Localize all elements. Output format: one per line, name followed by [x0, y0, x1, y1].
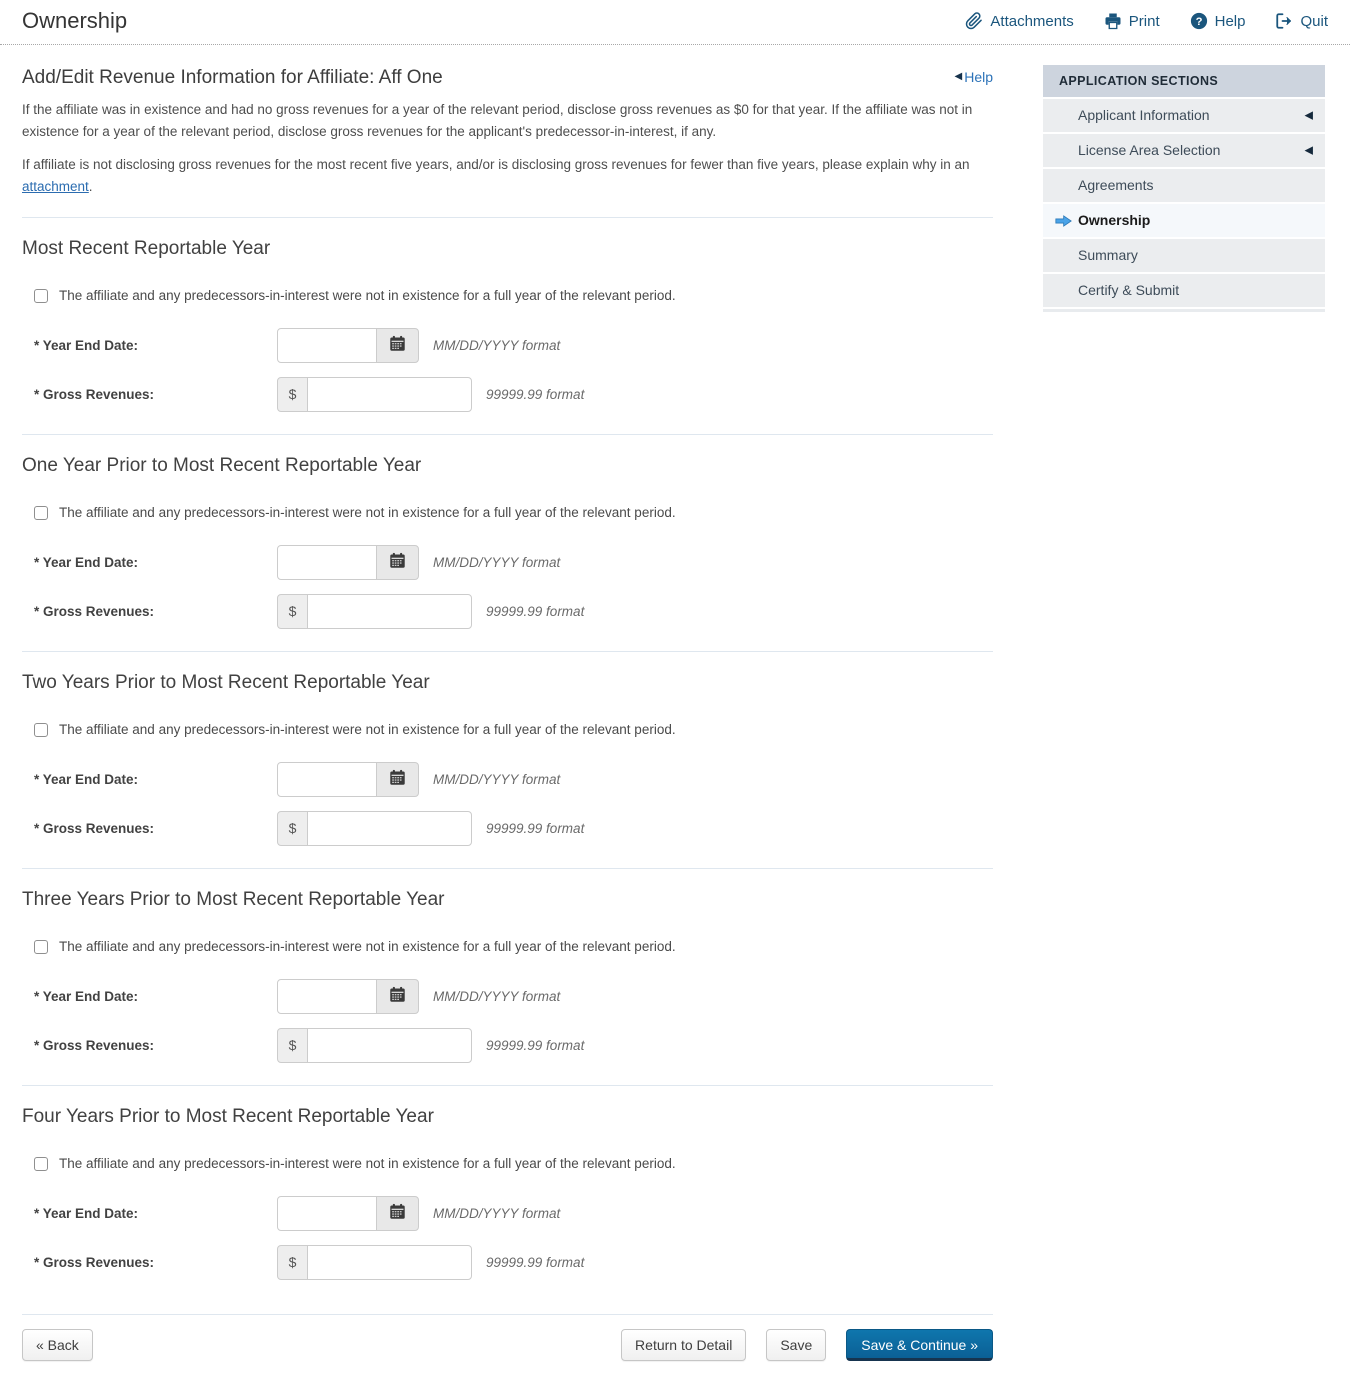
year-end-date-label: * Year End Date:: [34, 988, 139, 1004]
not-in-existence-checkbox[interactable]: [34, 506, 48, 520]
save-and-continue-button[interactable]: Save & Continue »: [846, 1329, 993, 1361]
gross-revenues-input[interactable]: [307, 1245, 472, 1280]
year-end-date-label: * Year End Date:: [34, 337, 139, 353]
sidebar-item-label: Ownership: [1078, 212, 1151, 228]
revenue-format-hint: 99999.99 format: [486, 603, 585, 619]
sidebar-header: APPLICATION SECTIONS: [1043, 65, 1325, 97]
year-end-date-label: * Year End Date:: [34, 1205, 139, 1221]
toolbar: [965, 12, 1328, 30]
calendar-icon: [389, 769, 406, 789]
gross-revenues-label: * Gross Revenues:: [34, 1254, 155, 1270]
section-title: Four Years Prior to Most Recent Reportable Year: [22, 1106, 434, 1128]
back-button[interactable]: « Back: [22, 1329, 93, 1361]
help-button[interactable]: [1190, 12, 1246, 30]
dollar-prefix: $: [277, 1028, 308, 1063]
help-label: Help: [1214, 12, 1246, 30]
attachment-link[interactable]: attachment: [22, 178, 89, 194]
quit-button[interactable]: [1275, 12, 1328, 30]
calendar-button[interactable]: [376, 328, 419, 363]
application-sections-nav: [1043, 65, 1325, 1381]
dollar-prefix: $: [277, 1245, 308, 1280]
year-end-date-input[interactable]: [277, 1196, 377, 1231]
page-header: [0, 0, 1350, 45]
gross-revenues-input[interactable]: [307, 377, 472, 412]
dollar-prefix: $: [277, 377, 308, 412]
year-end-date-label: * Year End Date:: [34, 554, 139, 570]
sidebar-item-certify-submit[interactable]: [1043, 274, 1325, 307]
sidebar-item-label: Agreements: [1078, 177, 1154, 193]
collapse-triangle-icon: ◀: [1304, 144, 1313, 156]
revenue-year-section: [22, 434, 993, 651]
section-title: Most Recent Reportable Year: [22, 238, 271, 260]
intro-p2-suffix: .: [88, 178, 93, 194]
not-in-existence-label: The affiliate and any predecessors-in-interest were not in existence for a full year of the relevant period.: [59, 288, 676, 304]
date-format-hint: MM/DD/YYYY format: [433, 771, 561, 787]
section-title: Three Years Prior to Most Recent Reportable Year: [22, 889, 445, 911]
section-title: Two Years Prior to Most Recent Reportable Year: [22, 672, 430, 694]
page-title: Ownership: [22, 8, 128, 33]
sidebar-item-label: Applicant Information: [1078, 107, 1210, 123]
not-in-existence-label: The affiliate and any predecessors-in-interest were not in existence for a full year of the relevant period.: [59, 939, 676, 955]
revenue-year-section: [22, 1085, 993, 1302]
year-end-date-input[interactable]: [277, 328, 377, 363]
sidebar-item-label: License Area Selection: [1078, 142, 1221, 158]
revenue-year-section: [22, 217, 993, 434]
intro-text: [22, 99, 993, 197]
calendar-icon: [389, 986, 406, 1006]
sidebar-item-label: Certify & Submit: [1078, 282, 1180, 298]
main-content: [22, 65, 993, 1381]
gross-revenues-label: * Gross Revenues:: [34, 386, 155, 402]
date-format-hint: MM/DD/YYYY format: [433, 988, 561, 1004]
content-heading: Add/Edit Revenue Information for Affiliate: Aff One: [22, 67, 443, 88]
calendar-icon: [389, 1203, 406, 1223]
action-bar: [22, 1314, 993, 1381]
sidebar-items: [1043, 99, 1325, 307]
section-help-label: Help: [964, 69, 993, 85]
year-end-date-label: * Year End Date:: [34, 771, 139, 787]
intro-p2-prefix: If affiliate is not disclosing gross revenues for the most recent five years, and/or is disclosing gross revenues for fewer than five years, please explain why in an: [22, 157, 970, 173]
sidebar-item-summary[interactable]: [1043, 239, 1325, 272]
paperclip-icon: [965, 12, 983, 30]
sidebar-item-license-area-selection[interactable]: [1043, 134, 1325, 167]
revenue-sections: [22, 217, 993, 1302]
quit-label: Quit: [1300, 12, 1328, 30]
gross-revenues-label: * Gross Revenues:: [34, 820, 155, 836]
sidebar-item-ownership[interactable]: [1043, 204, 1325, 237]
not-in-existence-label: The affiliate and any predecessors-in-interest were not in existence for a full year of the relevant period.: [59, 722, 676, 738]
section-title: One Year Prior to Most Recent Reportable Year: [22, 455, 422, 477]
gross-revenues-input[interactable]: [307, 811, 472, 846]
attachments-label: Attachments: [990, 12, 1074, 30]
sidebar-item-applicant-information[interactable]: [1043, 99, 1325, 132]
collapse-triangle-icon: ◀: [1304, 109, 1313, 121]
revenue-format-hint: 99999.99 format: [486, 1037, 585, 1053]
not-in-existence-label: The affiliate and any predecessors-in-interest were not in existence for a full year of the relevant period.: [59, 1156, 676, 1172]
sidebar-item-agreements[interactable]: [1043, 169, 1325, 202]
calendar-button[interactable]: [376, 545, 419, 580]
not-in-existence-checkbox[interactable]: [34, 723, 48, 737]
intro-paragraph-2: [22, 154, 993, 197]
return-to-detail-button[interactable]: Return to Detail: [621, 1329, 746, 1361]
calendar-button[interactable]: [376, 762, 419, 797]
revenue-format-hint: 99999.99 format: [486, 1254, 585, 1270]
print-label: Print: [1128, 12, 1160, 30]
intro-paragraph-1: If the affiliate was in existence and had no gross revenues for a year of the relevant period, disclose gross revenues as $0 for that year. If the affiliate was not in existence for a year of the relevant period, disclose gross revenues for the applicant's predecessor-in-interest, if any.: [22, 102, 973, 139]
dollar-prefix: $: [277, 594, 308, 629]
not-in-existence-checkbox[interactable]: [34, 289, 48, 303]
not-in-existence-checkbox[interactable]: [34, 1157, 48, 1171]
dollar-prefix: $: [277, 811, 308, 846]
page-body: [0, 45, 1350, 1381]
gross-revenues-input[interactable]: [307, 1028, 472, 1063]
revenue-format-hint: 99999.99 format: [486, 820, 585, 836]
print-button[interactable]: [1104, 12, 1160, 30]
revenue-year-section: [22, 651, 993, 868]
year-end-date-input[interactable]: [277, 762, 377, 797]
calendar-button[interactable]: [376, 979, 419, 1014]
help-circle-icon: [1190, 12, 1208, 30]
date-format-hint: MM/DD/YYYY format: [433, 554, 561, 570]
date-format-hint: MM/DD/YYYY format: [433, 1205, 561, 1221]
date-format-hint: MM/DD/YYYY format: [433, 337, 561, 353]
revenue-year-section: [22, 868, 993, 1085]
year-end-date-input[interactable]: [277, 979, 377, 1014]
revenue-format-hint: 99999.99 format: [486, 386, 585, 402]
printer-icon: [1104, 12, 1122, 30]
gross-revenues-label: * Gross Revenues:: [34, 603, 155, 619]
year-end-date-input[interactable]: [277, 545, 377, 580]
save-button[interactable]: Save: [766, 1329, 826, 1361]
attachments-button[interactable]: [965, 12, 1073, 30]
sidebar-bottom-strip: [1043, 309, 1325, 312]
svg-text:?: ?: [1195, 16, 1203, 29]
not-in-existence-label: The affiliate and any predecessors-in-interest were not in existence for a full year of the relevant period.: [59, 505, 676, 521]
not-in-existence-checkbox[interactable]: [34, 940, 48, 954]
gross-revenues-input[interactable]: [307, 594, 472, 629]
calendar-button[interactable]: [376, 1196, 419, 1231]
current-section-arrow-icon: [1055, 214, 1072, 227]
gross-revenues-label: * Gross Revenues:: [34, 1037, 155, 1053]
triangle-left-icon: ◀: [954, 71, 963, 82]
calendar-icon: [389, 552, 406, 572]
section-help-link[interactable]: [955, 69, 994, 85]
logout-icon: [1275, 12, 1293, 30]
sidebar-item-label: Summary: [1078, 247, 1138, 263]
calendar-icon: [389, 335, 406, 355]
